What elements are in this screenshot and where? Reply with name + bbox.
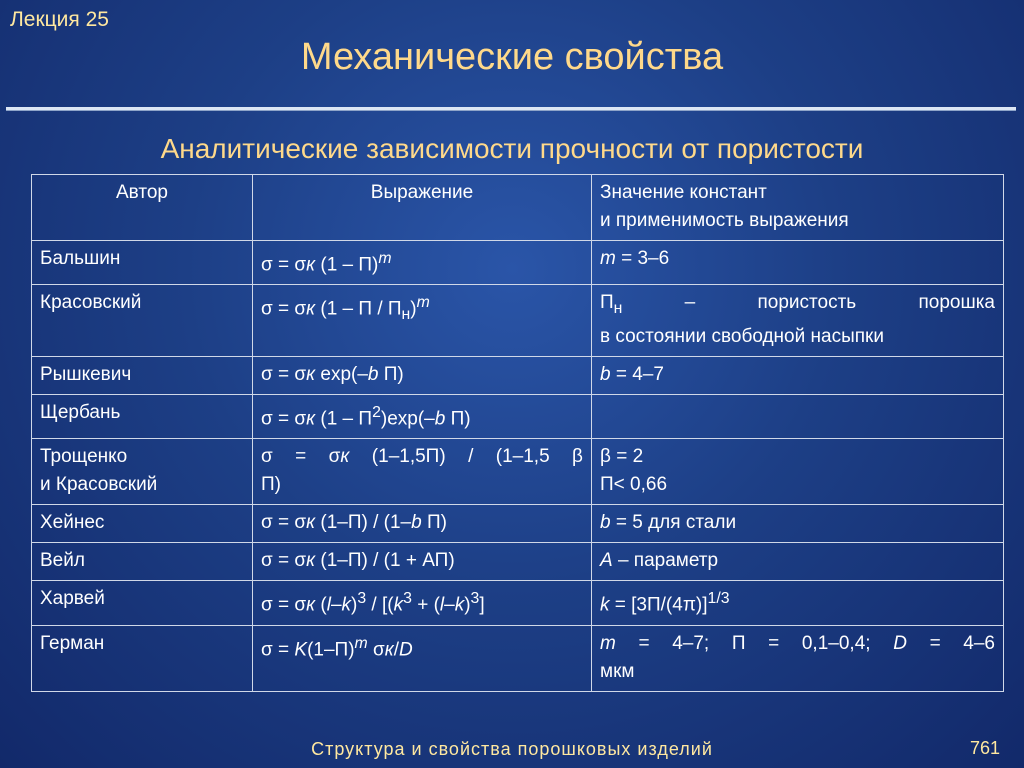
constants-cell: m = 3–6 <box>592 241 1004 285</box>
header-expression: Выражение <box>253 175 592 241</box>
constants-cell: β = 2 П< 0,66 <box>592 439 1004 505</box>
table-row <box>32 285 1004 357</box>
expression-cell: σ = σк $(l-k)^3 / [(k^3 + (l-k)^3]$ <box>253 581 592 625</box>
constants-cell <box>592 395 1004 439</box>
author-cell: Рышкевич <box>32 357 253 395</box>
slide-subtitle: Аналитические зависимости прочности от пористости <box>160 133 864 164</box>
expression-cell: σ = σк (1–П) / (1 + АП) <box>253 543 592 581</box>
strength-porosity-table <box>31 174 1004 692</box>
constants-cell: $П_н$ – пористость порошка в состоянии свободной насыпки <box>592 285 1004 357</box>
constants-cell: b = 5 для стали <box>592 505 1004 543</box>
table-header-row <box>32 175 1004 241</box>
header-author: Автор <box>32 175 253 241</box>
expression-cell: σ = σк $(1 - П^2)\exp(-b$ П) <box>253 395 592 439</box>
expression-cell: $\sigma = K(1-П)^m$ σк/D <box>253 625 592 691</box>
table-row <box>32 357 1004 395</box>
expression-cell: σ = σк (1–П) / (1–b П) <box>253 505 592 543</box>
header-constants: Значение констант и применимость выражения <box>592 175 1004 241</box>
expression-cell: σ = σк (1 – П)$^m$ <box>253 241 592 285</box>
slide-title: Механические свойства <box>300 36 724 78</box>
constants-cell: А – параметр <box>592 543 1004 581</box>
table-row <box>32 439 1004 505</box>
footer-course-title: Структура и свойства порошковых изделий <box>311 739 713 759</box>
author-cell: Харвей <box>32 581 253 625</box>
table-row <box>32 395 1004 439</box>
expression-cell: σ = σк (1–1,5П) / (1–1,5 β П) <box>253 439 592 505</box>
expression-cell: σ = σк (1 – П / $П_н)^m$ <box>253 285 592 357</box>
constants-cell: $k = [3П/(4\pi)]^{1/3}$ <box>592 581 1004 625</box>
author-cell: Хейнес <box>32 505 253 543</box>
title-divider <box>6 107 1016 110</box>
author-cell: Трощенко и Красовский <box>32 439 253 505</box>
constants-cell: m = 4–7; П = 0,1–0,4; D = 4–6 мкм <box>592 625 1004 691</box>
author-cell: Герман <box>32 625 253 691</box>
table-row <box>32 543 1004 581</box>
table-row <box>32 625 1004 691</box>
author-cell: Щербань <box>32 395 253 439</box>
constants-cell: b = 4–7 <box>592 357 1004 395</box>
table-row <box>32 241 1004 285</box>
lecture-label: Лекция 25 <box>10 8 109 31</box>
author-cell: Красовский <box>32 285 253 357</box>
expression-cell: σ = σк exp(–b П) <box>253 357 592 395</box>
page-number: 761 <box>969 738 1000 758</box>
table-row <box>32 581 1004 625</box>
author-cell: Бальшин <box>32 241 253 285</box>
table-row <box>32 505 1004 543</box>
author-cell: Вейл <box>32 543 253 581</box>
